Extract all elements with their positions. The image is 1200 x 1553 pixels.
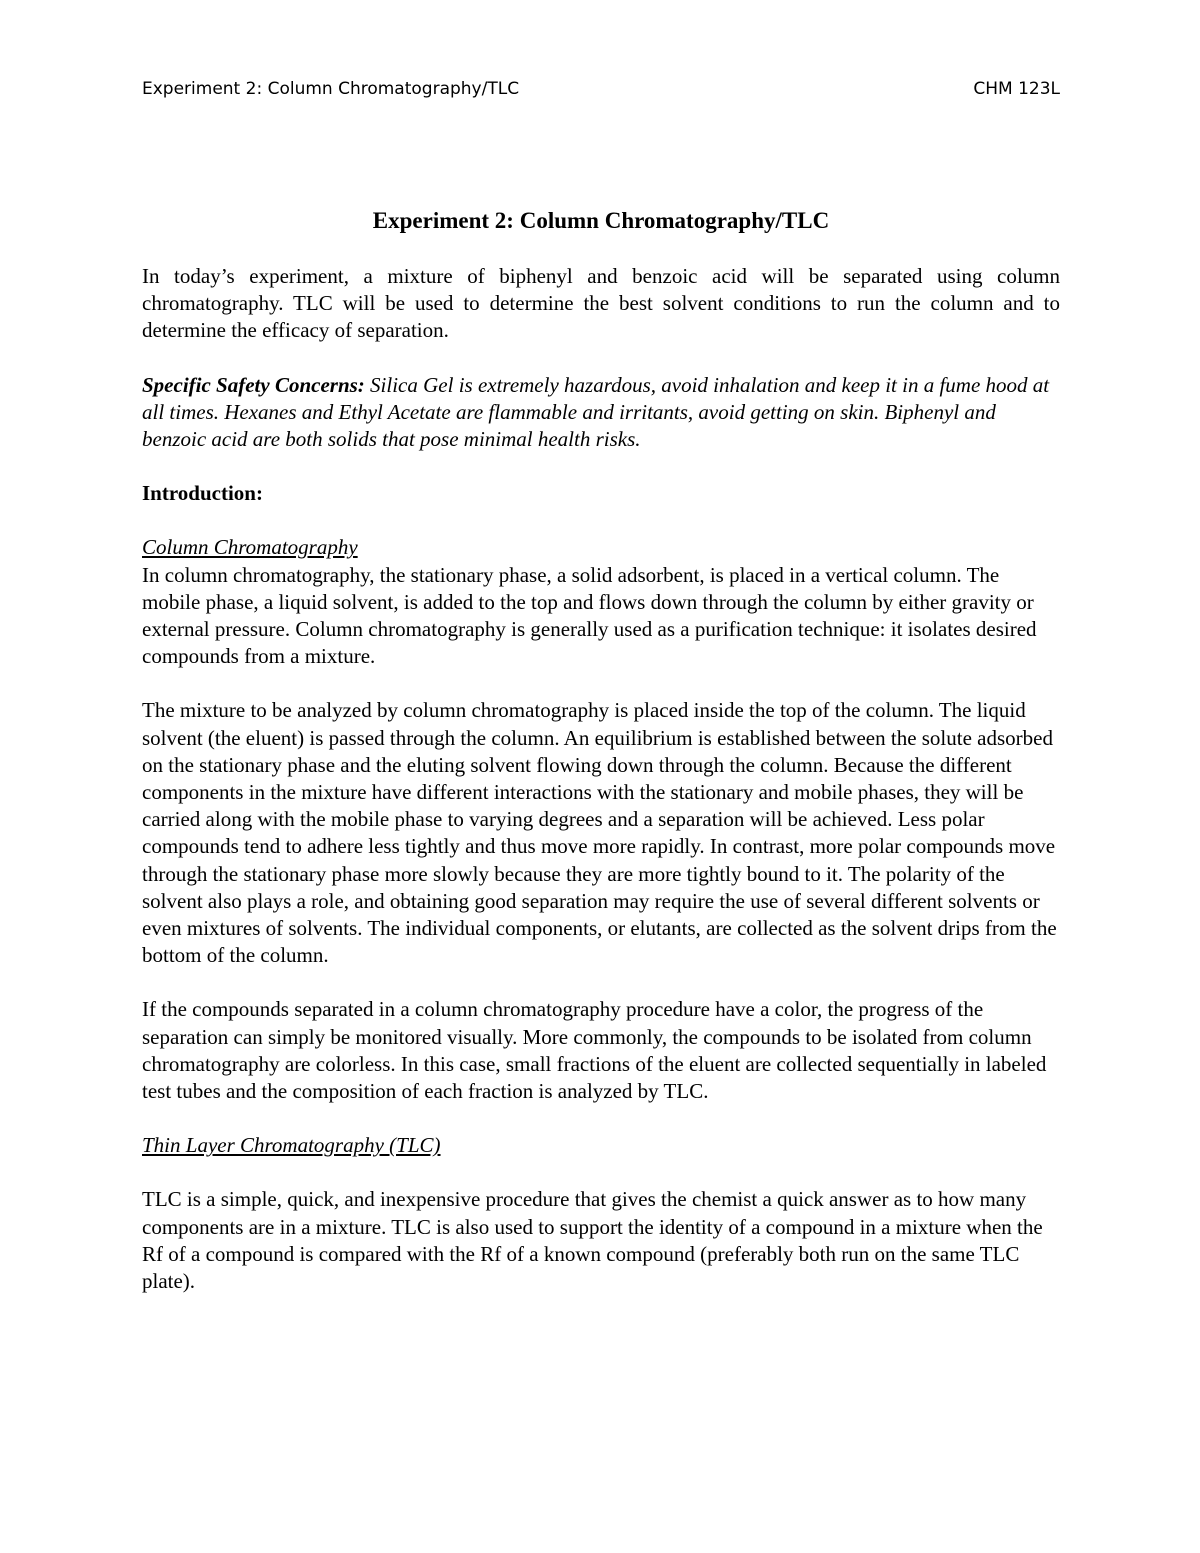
safety-text: Silica Gel is extremely hazardous, avoid inhalation and keep it in a fume hood at all times. Hexanes and Ethyl Acetate are flammable and irritants, avoid getting on skin. Biphenyl and benzoic acid are both solids that pose minimal health risks. <box>142 372 1050 452</box>
column-paragraph-3: If the compounds separated in a column chromatography procedure have a color, the progress of the separation can simply be monitored visually. More commonly, the compounds to be isolated from column chromatography are colorless. In this case, small fractions of the eluent are collected sequentially in labeled test tubes and the composition of each fraction is analyzed by TLC. <box>142 997 1047 1104</box>
header-course-title: Experiment 2: Column Chromatography/TLC <box>142 79 520 99</box>
tlc-section <box>142 1132 1060 1295</box>
safety-paragraph <box>142 372 1060 454</box>
tlc-paragraph-1: TLC is a simple, quick, and inexpensive procedure that gives the chemist a quick answer as to how many components are in a mixture. TLC is also used to support the identity of a compound in a mixture when the Rf of a compound is compared with the Rf of a known compound (preferably both run on the same TLC plate). <box>142 1187 1043 1294</box>
header-course-code: CHM 123L <box>973 79 1060 99</box>
document-body <box>142 204 1060 1322</box>
introduction-heading: Introduction: <box>142 481 263 506</box>
column-chromatography-heading: Column Chromatography <box>142 535 358 560</box>
safety-label: Specific Safety Concerns: <box>142 372 365 397</box>
column-paragraph-1: In column chromatography, the stationary phase, a solid adsorbent, is placed in a vertical column. The mobile phase, a liquid solvent, is added to the top and flows down through the column by either gravity or external pressure. Column chromatography is generally used as a purification technique: it isolates desired compounds from a mixture. <box>142 562 1037 669</box>
running-header <box>142 74 1060 104</box>
document-title: Experiment 2: Column Chromatography/TLC <box>372 208 830 233</box>
column-paragraph-2: The mixture to be analyzed by column chromatography is placed inside the top of the column. The liquid solvent (the eluent) is passed through the column. An equilibrium is established between the solute adsorbed on the stationary phase and the eluting solvent flowing down through the column. Because the different components in the mixture have different interactions with the stationary and mobile phases, they will be carried along with the mobile phase to varying degrees and a separation will be achieved. Less polar compounds tend to adhere less tightly and thus move more rapidly. In contrast, more polar compounds move through the stationary phase more slowly because they are more tightly bound to it. The polarity of the solvent also plays a role, and obtaining good separation may require the use of several different solvents or even mixtures of solvents. The individual components, or elutants, are collected as the solvent drips from the bottom of the column. <box>142 698 1057 968</box>
intro-paragraph: In today’s experiment, a mixture of biphenyl and benzoic acid will be separated using column chromatography. TLC will be used to determine the best solvent conditions to run the column and to determine the efficacy of separation. <box>142 264 1060 343</box>
column-chromatography-section <box>142 534 1060 1105</box>
tlc-heading: Thin Layer Chromatography (TLC) <box>142 1133 441 1158</box>
